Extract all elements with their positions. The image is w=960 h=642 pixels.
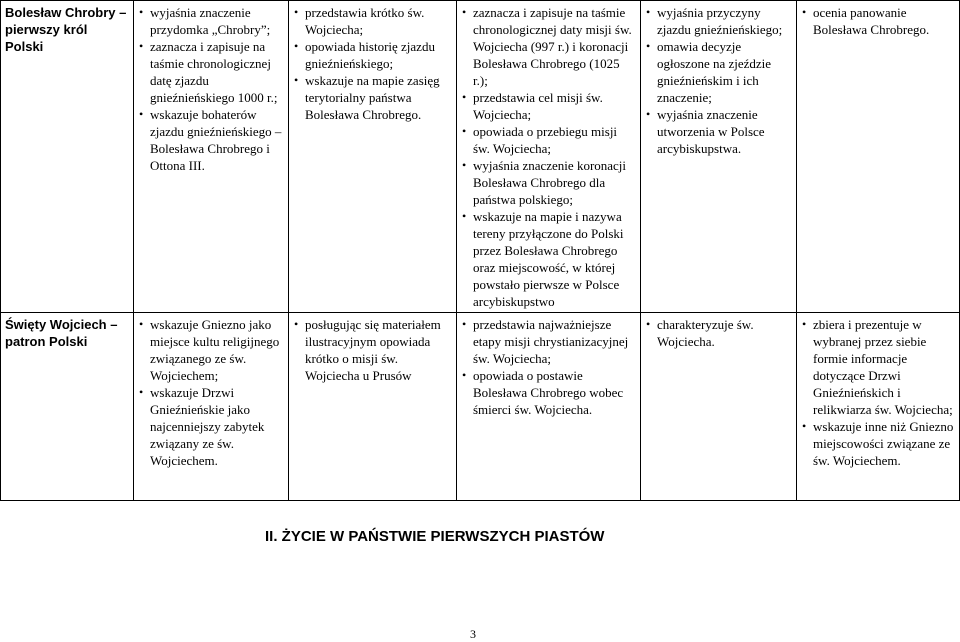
list-item: • wyjaśnia przyczyny zjazdu gnieźnieńskiego; — [657, 4, 792, 38]
section-title: II. ŻYCIE W PAŃSTWIE PIERWSZYCH PIASTÓW — [265, 528, 605, 545]
grade-cell — [797, 313, 960, 501]
topic-cell: Bolesław Chrobry – pierwszy król Polski — [1, 1, 134, 313]
grade-cell — [457, 1, 641, 313]
list-item: • wskazuje Drzwi Gnieźnieńskie jako najcenniejszy zabytek związany ze św. Wojciechem. — [150, 384, 284, 469]
list-item: • opowiada o postawie Bolesława Chrobrego wobec śmierci św. Wojciecha. — [473, 367, 636, 418]
list-item: • ocenia panowanie Bolesława Chrobrego. — [813, 4, 955, 38]
list-item: • przedstawia krótko św. Wojciecha; — [305, 4, 452, 38]
list-item: • opowiada historię zjazdu gnieźnieńskiego; — [305, 38, 452, 72]
grade-cell — [797, 1, 960, 313]
grade-cell — [134, 313, 289, 501]
list-item: • przedstawia najważniejsze etapy misji chrystianizacyjnej św. Wojciecha; — [473, 316, 636, 367]
list-item: • wskazuje na mapie i nazywa tereny przyłączone do Polski przez Bolesława Chrobrego oraz miejscowość, w której powstało pierwsze w Polsce arcybiskupstwo — [473, 208, 636, 310]
topic-cell: Święty Wojciech – patron Polski — [1, 313, 134, 501]
list-item: • wyjaśnia znaczenie koronacji Bolesława Chrobrego dla państwa polskiego; — [473, 157, 636, 208]
list-item: • przedstawia cel misji św. Wojciecha; — [473, 89, 636, 123]
list-item: • zaznacza i zapisuje na taśmie chronologicznej datę zjazdu gnieźnieńskiego 1000 r.; — [150, 38, 284, 106]
page-number: 3 — [470, 627, 476, 641]
table-row — [1, 1, 960, 313]
list-item: • wskazuje bohaterów zjazdu gnieźnieńskiego – Bolesława Chrobrego i Ottona III. — [150, 106, 284, 174]
list-item: • charakteryzuje św. Wojciecha. — [657, 316, 792, 350]
list-item: • wyjaśnia znaczenie utworzenia w Polsce arcybiskupstwa. — [657, 106, 792, 157]
grade-cell — [289, 313, 457, 501]
list-item: • wskazuje Gniezno jako miejsce kultu religijnego związanego ze św. Wojciechem; — [150, 316, 284, 384]
grade-cell — [289, 1, 457, 313]
table-row — [1, 313, 960, 501]
list-item: • zaznacza i zapisuje na taśmie chronologicznej daty misji św. Wojciecha (997 r.) i koronacji Bolesława Chrobrego (1025 r.); — [473, 4, 636, 89]
list-item: • wyjaśnia znaczenie przydomka „Chrobry”; — [150, 4, 284, 38]
grade-cell — [641, 313, 797, 501]
list-item: • zbiera i prezentuje w wybranej przez siebie formie informacje dotyczące Drzwi Gnieźnieńskich i relikwiarza św. Wojciecha; — [813, 316, 955, 418]
grade-cell — [134, 1, 289, 313]
grade-cell — [641, 1, 797, 313]
list-item: • wskazuje na mapie zasięg terytorialny państwa Bolesława Chrobrego. — [305, 72, 452, 123]
list-item: • omawia decyzje ogłoszone na zjeździe gnieźnieńskim i ich znaczenie; — [657, 38, 792, 106]
grade-cell — [457, 313, 641, 501]
list-item: • posługując się materiałem ilustracyjnym opowiada krótko o misji św. Wojciecha u Prusów — [305, 316, 452, 384]
list-item: • wskazuje inne niż Gniezno miejscowości związane ze św. Wojciechem. — [813, 418, 955, 469]
list-item: • opowiada o przebiegu misji św. Wojciecha; — [473, 123, 636, 157]
